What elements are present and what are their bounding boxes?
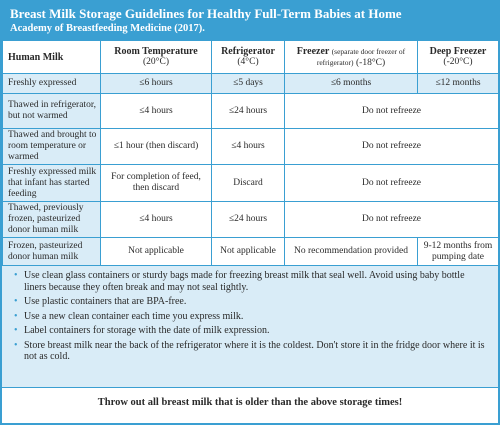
table-row — [3, 129, 499, 165]
row-label: Freshly expressed milk that infant has started feeding — [3, 165, 101, 202]
tip-text: Use a new clean container each time you express milk. — [24, 310, 244, 322]
tip-text: Label containers for storage with the date of milk expression. — [24, 325, 270, 336]
cell-freezer-span: Do not refreeze — [285, 94, 499, 129]
header-refrigerator-unit: (4°C) — [237, 57, 259, 67]
cell-freezer-span: Do not refreeze — [285, 129, 499, 165]
cell-room-temperature: ≤6 hours — [101, 74, 212, 94]
cell-refrigerator: ≤24 hours — [212, 202, 285, 238]
cell-refrigerator: ≤4 hours — [212, 129, 285, 165]
cell-freezer: ≤6 months — [285, 74, 418, 94]
row-label: Thawed, previously frozen, pasteurized donor human milk — [3, 202, 101, 238]
table-row — [3, 202, 499, 238]
tip-text: Use plastic containers that are BPA-free. — [24, 296, 187, 307]
header-freezer-label: Freezer — [296, 45, 330, 57]
table-header-row — [3, 41, 499, 74]
cell-room-temperature: ≤4 hours — [101, 202, 212, 238]
list-item — [14, 340, 488, 363]
header-refrigerator-label: Refrigerator — [221, 46, 275, 57]
cell-refrigerator: ≤24 hours — [212, 94, 285, 129]
table-row — [3, 238, 499, 266]
bullet-icon: • — [14, 310, 18, 322]
list-item — [14, 270, 488, 293]
cell-room-temperature: ≤1 hour (then discard) — [101, 129, 212, 165]
bullet-icon: • — [14, 296, 18, 307]
header-deep-freezer-unit: (-20°C) — [443, 57, 473, 67]
header-freezer-unit: (-18°C) — [356, 57, 386, 68]
cell-deep-freezer: ≤12 months — [418, 74, 499, 94]
tip-text: Store breast milk near the back of the refrigerator where it is the coldest. Don't store it in the fridge door where it is not as cold. — [24, 339, 485, 362]
table-row — [3, 74, 499, 94]
bullet-icon: • — [14, 270, 18, 281]
cell-freezer-span: Do not refreeze — [285, 202, 499, 238]
cell-refrigerator: ≤5 days — [212, 74, 285, 94]
bullet-icon: • — [14, 339, 18, 351]
tip-text: Use clean glass containers or sturdy bags made for freezing breast milk that seal well. Avoid using baby bottle liners because they often break and may not seal tightly. — [24, 270, 465, 293]
header-room-temperature-label: Room Temperature — [114, 46, 198, 57]
cell-deep-freezer: 9-12 months from pumping date — [418, 238, 499, 266]
list-item — [14, 296, 488, 308]
list-item — [14, 325, 488, 337]
header-bar — [2, 2, 498, 40]
cell-room-temperature: For completion of feed, then discard — [101, 165, 212, 202]
footer-warning: Throw out all breast milk that is older than the above storage times! — [97, 397, 403, 408]
cell-room-temperature: ≤4 hours — [101, 94, 212, 129]
row-label: Thawed in refrigerator, but not warmed — [3, 94, 101, 129]
header-room-temperature — [101, 41, 212, 74]
list-item — [14, 311, 488, 323]
header-refrigerator — [212, 41, 285, 74]
row-label: Thawed and brought to room temperature or warmed — [3, 129, 101, 165]
row-label: Freshly expressed — [3, 74, 101, 94]
table-row — [3, 94, 499, 129]
cell-freezer-span: Do not refreeze — [285, 165, 499, 202]
table-row — [3, 165, 499, 202]
cell-room-temperature: Not applicable — [101, 238, 212, 266]
bullet-icon: • — [14, 325, 18, 336]
header-freezer — [285, 41, 418, 74]
header-room-temperature-unit: (20°C) — [143, 57, 169, 67]
page-subtitle: Academy of Breastfeeding Medicine (2017). — [10, 23, 205, 34]
header-human-milk: Human Milk — [3, 41, 101, 74]
cell-refrigerator: Not applicable — [212, 238, 285, 266]
tips-list — [2, 266, 498, 388]
row-label: Frozen, pasteurized donor human milk — [3, 238, 101, 266]
cell-refrigerator: Discard — [212, 165, 285, 202]
page-title: Breast Milk Storage Guidelines for Healthy Full-Term Babies at Home — [10, 6, 402, 21]
storage-table — [2, 40, 499, 266]
header-freezer-note: (separate door freezer of refrigerator) — [316, 46, 406, 67]
header-deep-freezer-label: Deep Freezer — [429, 46, 487, 57]
header-deep-freezer — [418, 41, 499, 74]
cell-freezer: No recommendation provided — [285, 238, 418, 266]
